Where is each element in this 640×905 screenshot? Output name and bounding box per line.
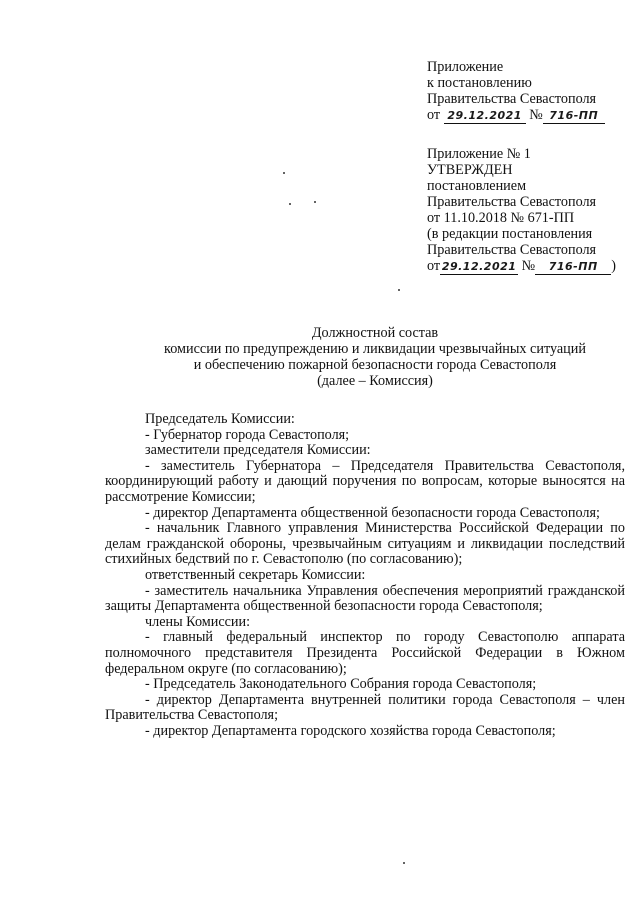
- appendix-handwritten-number: 716-ПП: [543, 109, 605, 124]
- appendix-line-2: к постановлению: [427, 75, 532, 91]
- approval-handwritten-date: 29.12.2021: [441, 260, 517, 273]
- scan-speck: [398, 289, 400, 291]
- chair-heading: Председатель Комиссии:: [145, 411, 295, 427]
- approval-handwritten-number: 716-ПП: [535, 260, 611, 275]
- deputies-heading: заместители председателя Комиссии:: [145, 442, 371, 459]
- approval-line-1: Приложение № 1: [427, 146, 531, 162]
- deputy-item: - заместитель Губернатора – Председателя Правительства Севастополя, координирующий работу и дающий поручения по вопросам, которые выносятся на рассмотрение Комиссии;: [105, 457, 625, 505]
- document-title: [0, 325, 640, 389]
- title-line-3: и обеспечению пожарной безопасности города Севастополя: [193, 357, 557, 373]
- title-line-1: Должностной состав: [311, 325, 439, 341]
- approval-number-prefix: №: [521, 258, 536, 274]
- member-item: - директор Департамента городского хозяйства города Севастополя;: [145, 722, 556, 739]
- approval-date-prefix: от: [427, 258, 441, 274]
- appendix-handwritten-date: 29.12.2021: [444, 109, 526, 124]
- member-item: - Председатель Законодательного Собрания города Севастополя;: [145, 676, 537, 693]
- appendix-number-prefix: №: [529, 107, 543, 123]
- approval-date-line: [427, 258, 616, 275]
- title-line-2: комиссии по предупреждению и ликвидации чрезвычайных ситуаций: [164, 341, 586, 357]
- deputy-item: - директор Департамента общественной безопасности города Севастополя;: [145, 504, 600, 521]
- scan-speck: [314, 201, 316, 203]
- member-item: - главный федеральный инспектор по городу Севастополю аппарата полномочного представителя Президента Российской Федерации в Южном федеральном округе (по согласованию);: [105, 629, 625, 677]
- secretary-item: - заместитель начальника Управления обеспечения мероприятий гражданской защиты Департамента общественной безопасности города Севастополя;: [105, 582, 625, 615]
- approval-header: [427, 146, 616, 275]
- chair-item: - Губернатор города Севастополя;: [145, 426, 350, 443]
- appendix-date-line: [427, 107, 605, 124]
- appendix-line-3: Правительства Севастополя: [427, 91, 597, 107]
- approval-line-3: постановлением: [427, 178, 527, 194]
- scan-speck: [289, 203, 291, 205]
- appendix-header: [427, 59, 605, 124]
- approval-closing-paren: ): [611, 258, 616, 274]
- document-body: [105, 412, 625, 739]
- scan-speck: [283, 172, 285, 174]
- approval-line-7: Правительства Севастополя: [427, 242, 597, 258]
- appendix-line-1: Приложение: [427, 59, 504, 75]
- approval-line-5: от 11.10.2018 № 671-ПП: [427, 210, 575, 226]
- title-line-4: (далее – Комиссия): [317, 373, 433, 389]
- deputy-item: - начальник Главного управления Министерства Российской Федерации по делам гражданской обороны, чрезвычайным ситуациям и ликвидации последствий стихийных бедствий по г. Севастополю (по согласованию);: [105, 520, 625, 568]
- approval-line-4: Правительства Севастополя: [427, 194, 597, 210]
- scan-speck: [403, 862, 405, 864]
- approval-line-2: УТВЕРЖДЕН: [427, 162, 513, 178]
- approval-line-6: (в редакции постановления: [427, 226, 593, 242]
- secretary-heading: ответственный секретарь Комиссии:: [145, 566, 366, 583]
- member-item: - директор Департамента внутренней политики города Севастополя – член Правительства Севастополя;: [105, 691, 625, 724]
- members-heading: члены Комиссии:: [145, 613, 251, 630]
- appendix-date-prefix: от: [427, 107, 441, 123]
